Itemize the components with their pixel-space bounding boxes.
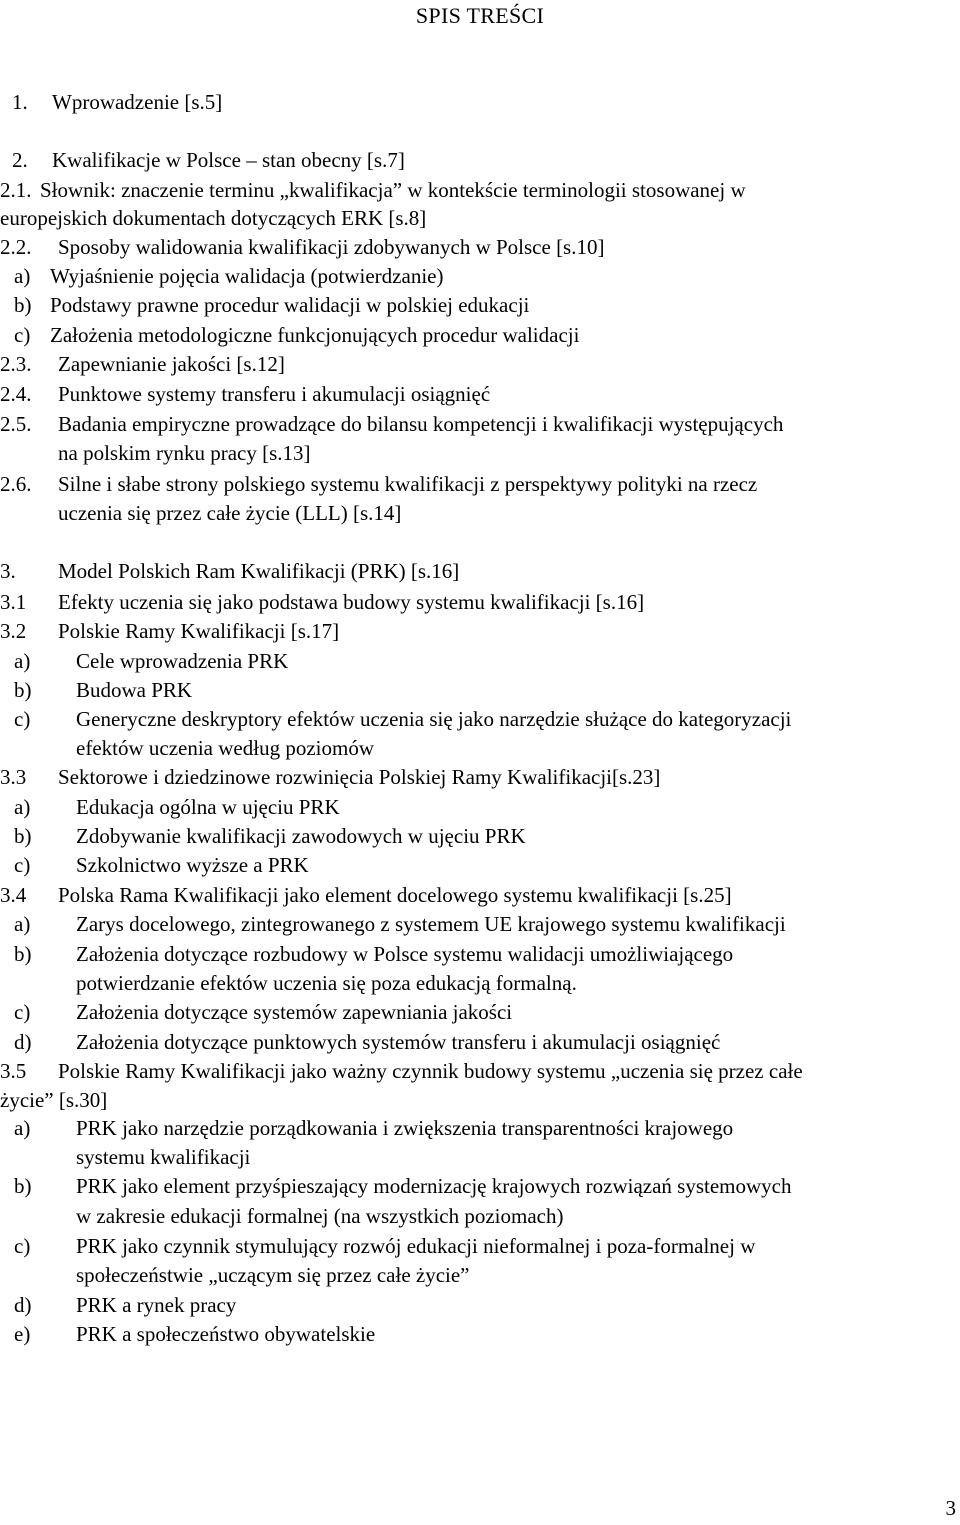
toc-entry: [0, 470, 960, 498]
toc-entry: [0, 1143, 960, 1171]
toc-entry-number: 3.1: [0, 590, 27, 614]
toc-entry: [0, 676, 960, 704]
toc-entry-number: 3.2: [0, 619, 27, 643]
toc-entry-text: Słownik: znaczenie terminu „kwalifikacja” w kontekście terminologii stosowanej w: [40, 178, 746, 202]
toc-entry-number: 3.3: [0, 765, 27, 789]
toc-entry-text: Polska Rama Kwalifikacji jako element docelowego systemu kwalifikacji [s.25]: [58, 883, 732, 907]
toc-entry: [0, 940, 960, 968]
toc-entry: [0, 793, 960, 821]
toc-entry-text: Sektorowe i dziedzinowe rozwinięcia Polskiej Ramy Kwalifikacji[s.23]: [58, 765, 661, 789]
toc-entry-number: d): [14, 1030, 32, 1054]
toc-entry: [0, 439, 960, 467]
toc-entry: [0, 734, 960, 762]
toc-entry-number: c): [14, 1234, 31, 1258]
toc-entry-text: Efekty uczenia się jako podstawa budowy systemu kwalifikacji [s.16]: [58, 590, 645, 614]
toc-entry-text: Cele wprowadzenia PRK: [76, 649, 289, 673]
toc-entry: [0, 705, 960, 733]
toc-entry-text: Założenia dotyczące systemów zapewniania jakości: [76, 1000, 513, 1024]
toc-entry: [0, 1261, 960, 1289]
toc-entry: [0, 321, 960, 349]
toc-entry-text: potwierdzanie efektów uczenia się poza edukacją formalną.: [76, 971, 577, 995]
toc-entry-text: Silne i słabe strony polskiego systemu kwalifikacji z perspektywy polityki na rzecz: [58, 472, 758, 496]
page-number: 3: [945, 1496, 956, 1520]
toc-entry-number: a): [14, 795, 31, 819]
toc-entry-text: społeczeństwie „uczącym się przez całe życie”: [76, 1263, 470, 1287]
toc-entry-text: Polskie Ramy Kwalifikacji [s.17]: [58, 619, 340, 643]
toc-entry-text: Założenia dotyczące rozbudowy w Polsce systemu walidacji umożliwiającego: [76, 942, 734, 966]
toc-entry-number: c): [14, 323, 31, 347]
toc-entry-text: Założenia metodologiczne funkcjonujących procedur walidacji: [50, 323, 580, 347]
toc-entry-number: 2.1.: [0, 178, 32, 202]
toc-entry-text: Generyczne deskryptory efektów uczenia się jako narzędzie służące do kategoryzacji: [76, 707, 792, 731]
toc-entry: [0, 881, 960, 909]
toc-entry-number: c): [14, 707, 31, 731]
toc-entry-number: 2.2.: [0, 235, 32, 259]
toc-entry-text: Wyjaśnienie pojęcia walidacja (potwierdzanie): [50, 264, 444, 288]
toc-entry-text: w zakresie edukacji formalnej (na wszystkich poziomach): [76, 1204, 564, 1228]
toc-entry-text: Edukacja ogólna w ujęciu PRK: [76, 795, 340, 819]
toc-entry: [0, 1172, 960, 1200]
toc-entry-number: a): [14, 264, 31, 288]
toc-entry: [0, 1320, 960, 1348]
toc-entry-text: na polskim rynku pracy [s.13]: [58, 441, 311, 465]
toc-entry-number: a): [14, 649, 31, 673]
toc-entry: [0, 763, 960, 791]
toc-entry-text: Badania empiryczne prowadzące do bilansu kompetencji i kwalifikacji występujących: [58, 412, 784, 436]
toc-entry-number: a): [14, 912, 31, 936]
toc-entry-text: PRK jako element przyśpieszający modernizację krajowych rozwiązań systemowych: [76, 1174, 792, 1198]
toc-entry: [0, 1028, 960, 1056]
toc-entry-text: Wprowadzenie [s.5]: [52, 90, 223, 114]
toc-entry-number: b): [14, 824, 32, 848]
toc-entry-text: PRK jako czynnik stymulujący rozwój edukacji nieformalnej i poza-formalnej w: [76, 1234, 756, 1258]
toc-entry-number: b): [14, 293, 32, 317]
toc-entry-number: b): [14, 942, 32, 966]
toc-entry: [0, 998, 960, 1026]
toc-entry-text: Zdobywanie kwalifikacji zawodowych w ujęciu PRK: [76, 824, 526, 848]
toc-entry: [0, 910, 960, 938]
toc-entry-number: c): [14, 1000, 31, 1024]
toc-entry-number: e): [14, 1322, 31, 1346]
toc-entry-number: 1.: [12, 90, 28, 114]
toc-entry: [0, 176, 960, 204]
toc-entry-number: 2.6.: [0, 472, 32, 496]
toc-entry: [0, 350, 960, 378]
toc-entry-text: Zarys docelowego, zintegrowanego z systemem UE krajowego systemu kwalifikacji: [76, 912, 786, 936]
toc-entry-text: Założenia dotyczące punktowych systemów transferu i akumulacji osiągnięć: [76, 1030, 721, 1054]
toc-entry-number: 2.: [12, 148, 28, 172]
toc-entry: [0, 88, 960, 116]
toc-entry: [0, 410, 960, 438]
toc-entry-number: 3.: [0, 559, 16, 583]
toc-entry-text: PRK jako narzędzie porządkowania i zwiększenia transparentności krajowego: [76, 1116, 734, 1140]
toc-entry-number: d): [14, 1293, 32, 1317]
toc-entry-text: życie” [s.30]: [0, 1088, 108, 1112]
toc-entry-text: PRK a rynek pracy: [76, 1293, 237, 1317]
toc-entry-text: PRK a społeczeństwo obywatelskie: [76, 1322, 376, 1346]
toc-entry: [0, 647, 960, 675]
toc-entry-text: Polskie Ramy Kwalifikacji jako ważny czynnik budowy systemu „uczenia się przez całe: [58, 1059, 803, 1083]
toc-entry-text: Kwalifikacje w Polsce – stan obecny [s.7]: [52, 148, 405, 172]
toc-entry-number: 3.4: [0, 883, 27, 907]
toc-entry-number: 2.5.: [0, 412, 32, 436]
toc-entry-text: Zapewnianie jakości [s.12]: [58, 352, 285, 376]
toc-entry-number: b): [14, 1174, 32, 1198]
toc-entry: [0, 617, 960, 645]
toc-entry: [0, 969, 960, 997]
toc-entry: [0, 499, 960, 527]
toc-entry-number: b): [14, 678, 32, 702]
toc-entry: [0, 1057, 960, 1085]
toc-entry-text: uczenia się przez całe życie (LLL) [s.14]: [58, 501, 402, 525]
toc-entry-number: 2.4.: [0, 382, 32, 406]
toc-entry: [0, 262, 960, 290]
toc-entry: [0, 146, 960, 174]
toc-entry: [0, 851, 960, 879]
toc-entry: [0, 291, 960, 319]
page-title: SPIS TREŚCI: [415, 3, 545, 28]
toc-entry: [0, 204, 960, 232]
toc-entry-text: Podstawy prawne procedur walidacji w polskiej edukacji: [50, 293, 530, 317]
toc-entry: [0, 1202, 960, 1230]
toc-entry: [0, 380, 960, 408]
toc-entry-text: europejskich dokumentach dotyczących ERK [s.8]: [0, 206, 427, 230]
toc-entry-number: 3.5: [0, 1059, 27, 1083]
toc-entry-text: efektów uczenia według poziomów: [76, 736, 374, 760]
toc-entry: [0, 233, 960, 261]
toc-entry-text: Szkolnictwo wyższe a PRK: [76, 853, 309, 877]
toc-entry: [0, 588, 960, 616]
toc-entry-number: 2.3.: [0, 352, 32, 376]
toc-entry: [0, 1086, 960, 1114]
toc-entry-number: a): [14, 1116, 31, 1140]
toc-entry: [0, 1291, 960, 1319]
toc-entry-text: systemu kwalifikacji: [76, 1145, 251, 1169]
toc-entry-text: Sposoby walidowania kwalifikacji zdobywanych w Polsce [s.10]: [58, 235, 605, 259]
toc-entry-text: Budowa PRK: [76, 678, 193, 702]
toc-entry-text: Model Polskich Ram Kwalifikacji (PRK) [s.16]: [58, 559, 460, 583]
toc-entry: [0, 822, 960, 850]
toc-entry-text: Punktowe systemy transferu i akumulacji osiągnięć: [58, 382, 491, 406]
toc-entry: [0, 557, 960, 585]
toc-entry: [0, 1114, 960, 1142]
toc-entry: [0, 1232, 960, 1260]
toc-entry-number: c): [14, 853, 31, 877]
